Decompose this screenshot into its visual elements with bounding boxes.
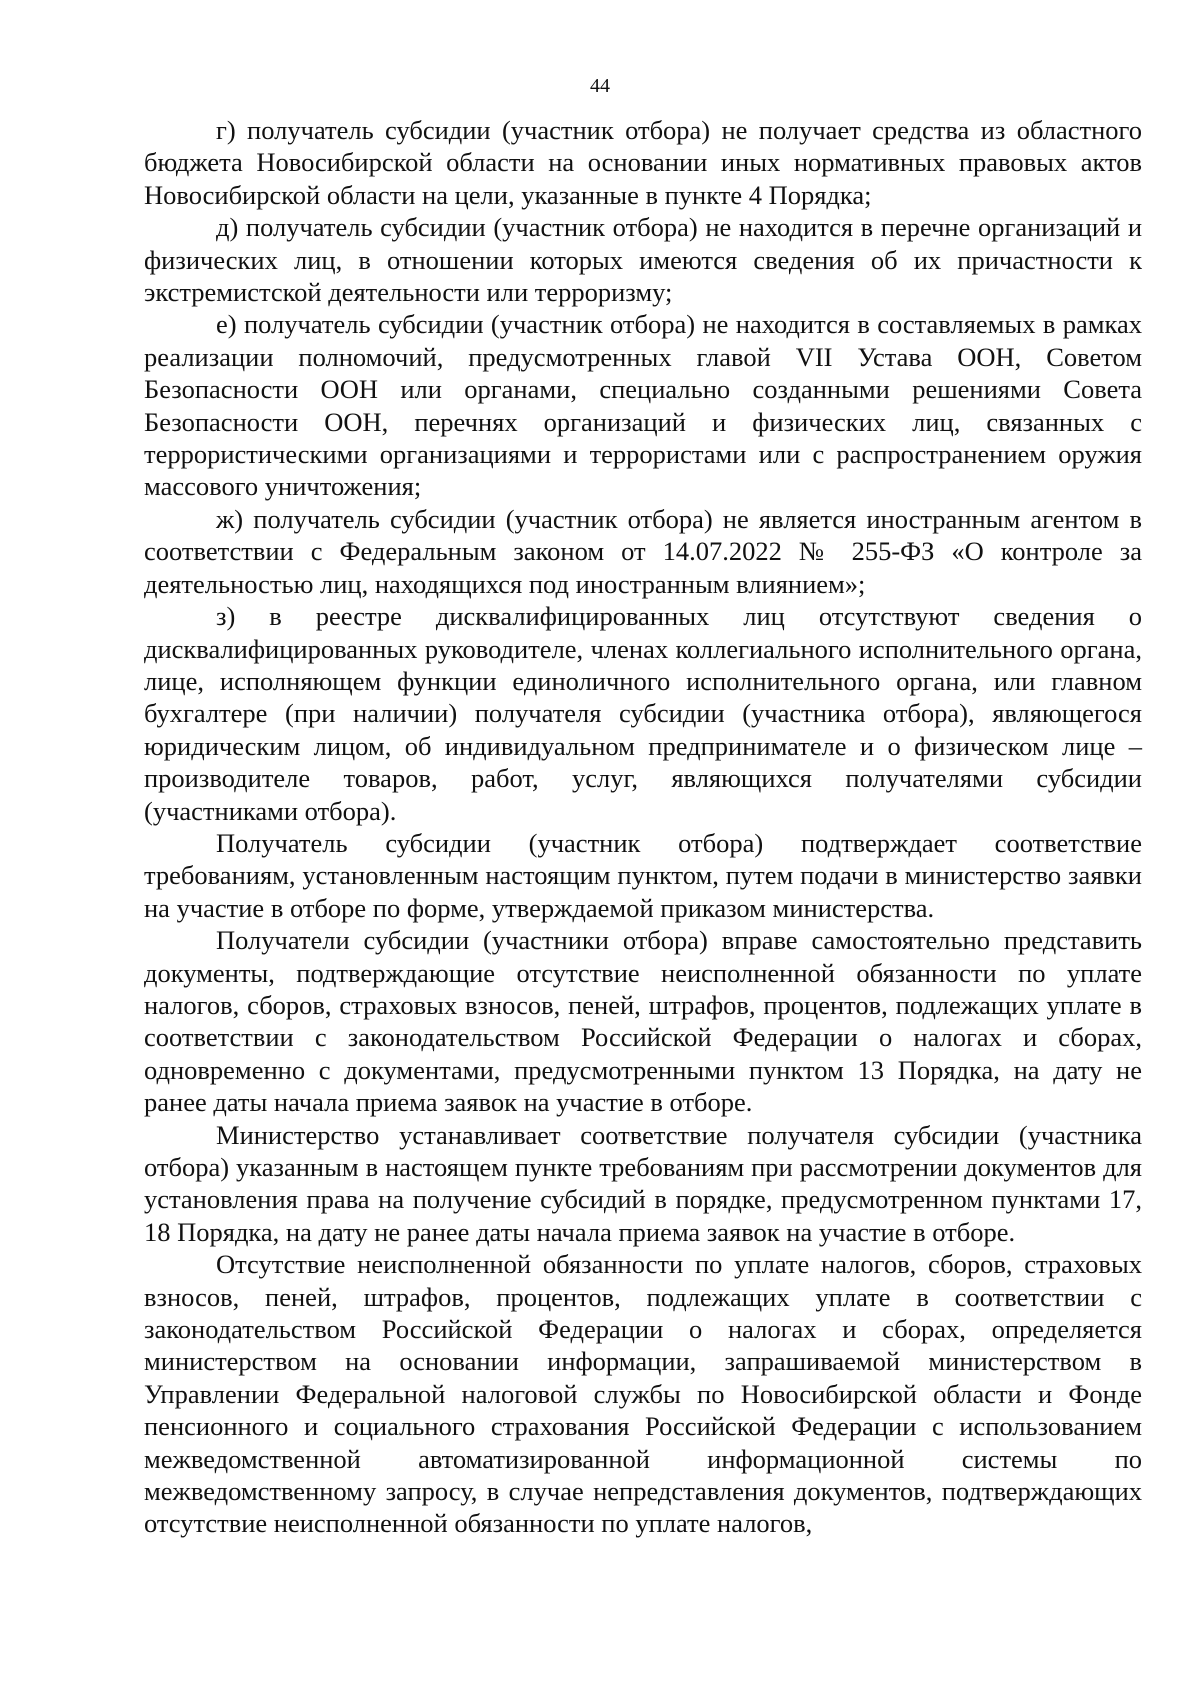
paragraph-item-z: з) в реестре дисквалифицированных лиц отсутствуют сведения о дисквалифицированных руководителе, членах коллегиального исполнительного органа, лице, исполняющем функции единоличного исполнительного органа, или главном бухгалтере (при наличии) получателя субсидии (участника отбора), являющегося юридическим лицом, об индивидуальном предпринимателе и о физическом лице – производителе товаров, работ, услуг, являющихся получателями субсидии (участниками отбора). [144,601,1142,826]
document-body [144,114,1142,1540]
paragraph-item-zh: ж) получатель субсидии (участник отбора) не является иностранным агентом в соответствии с Федеральным законом от 14.07.2022 № 255-ФЗ «О контроле за деятельностью лиц, находящихся под иностранным влиянием»; [144,503,1142,599]
paragraph-confirmation: Получатель субсидии (участник отбора) подтверждает соответствие требованиям, установленным настоящим пунктом, путем подачи в министерство заявки на участие в отборе по форме, утверждаемой приказом министерства. [144,827,1142,923]
page-number: 44 [590,75,610,97]
paragraph-item-g: г) получатель субсидии (участник отбора) не получает средства из областного бюджета Новосибирской области на основании иных нормативных правовых актов Новосибирской области на цели, указанные в пункте 4 Порядка; [144,115,1142,210]
paragraph-item-d: д) получатель субсидии (участник отбора) не находится в перечне организаций и физических лиц, в отношении которых имеются сведения об их причастности к экстремистской деятельности или терроризму; [144,212,1142,308]
paragraph-item-e: е) получатель субсидии (участник отбора) не находится в составляемых в рамках реализации полномочий, предусмотренных главой VII Устава ООН, Советом Безопасности ООН или органами, специально созданными решениями Совета Безопасности ООН, перечнях организаций и физических лиц, связанных с террористическими организациями и террористами или с распространением оружия массового уничтожения; [144,309,1142,502]
paragraph-tax-debt: Отсутствие неисполненной обязанности по уплате налогов, сборов, страховых взносов, пеней, штрафов, процентов, подлежащих уплате в соответствии с законодательством Российской Федерации о налогах и сборах, определяется министерством на основании информации, запрашиваемой министерством в Управлении Федеральной налоговой службы по Новосибирской области и Фонде пенсионного и социального страхования Российской Федерации с использованием межведомственной автоматизированной информационной системы по межведомственному запросу, в случае непредставления документов, подтверждающих отсутствие неисполненной обязанности по уплате налогов, [144,1249,1142,1539]
paragraph-documents-right: Получатели субсидии (участники отбора) вправе самостоятельно представить документы, подтверждающие отсутствие неисполненной обязанности по уплате налогов, сборов, страховых взносов, пеней, штрафов, процентов, подлежащих уплате в соответствии с законодательством Российской Федерации о налогах и сборах, одновременно с документами, предусмотренными пунктом 13 Порядка, на дату не ранее даты начала приема заявок на участие в отборе. [144,925,1142,1118]
paragraph-ministry-check: Министерство устанавливает соответствие получателя субсидии (участника отбора) указанным в настоящем пункте требованиям при рассмотрении документов для установления права на получение субсидий в порядке, предусмотренном пунктами 17, 18 Порядка, на дату не ранее даты начала приема заявок на участие в отборе. [144,1119,1142,1247]
